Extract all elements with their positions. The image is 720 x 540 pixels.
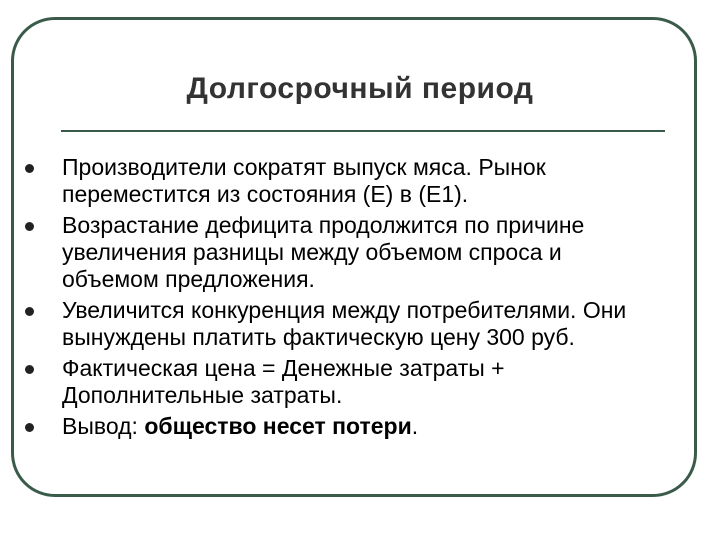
bullet-list: [22, 154, 652, 444]
bullet-dot-icon: [25, 423, 34, 432]
conclusion-suffix: .: [411, 413, 419, 439]
bullet-item: [22, 212, 652, 293]
bullet-dot-icon: [25, 164, 34, 173]
bullet-item: [22, 154, 652, 208]
slide-title: Долгосрочный период: [186, 72, 534, 105]
bullet-text: Увеличится конкуренция между потребителями. Они вынуждены платить фактическую цену 300 руб.: [62, 297, 627, 350]
bullet-item: [22, 297, 652, 351]
bullet-dot-icon: [25, 222, 34, 231]
bullet-text: Фактическая цена = Денежные затраты + Дополнительные затраты.: [62, 355, 505, 408]
conclusion-emphasis: общество несет потери: [144, 413, 412, 439]
title-divider: [61, 130, 665, 132]
bullet-item-conclusion: [22, 413, 652, 440]
bullet-text: Возрастание дефицита продолжится по причине увеличения разницы между объемом спроса и объемом предложения.: [62, 212, 585, 292]
bullet-text: Производители сократят выпуск мяса. Рынок переместится из состояния (Е) в (Е1).: [62, 154, 546, 207]
bullet-dot-icon: [25, 365, 34, 374]
bullet-item: [22, 355, 652, 409]
conclusion-prefix: Вывод:: [62, 413, 145, 439]
bullet-dot-icon: [25, 307, 34, 316]
